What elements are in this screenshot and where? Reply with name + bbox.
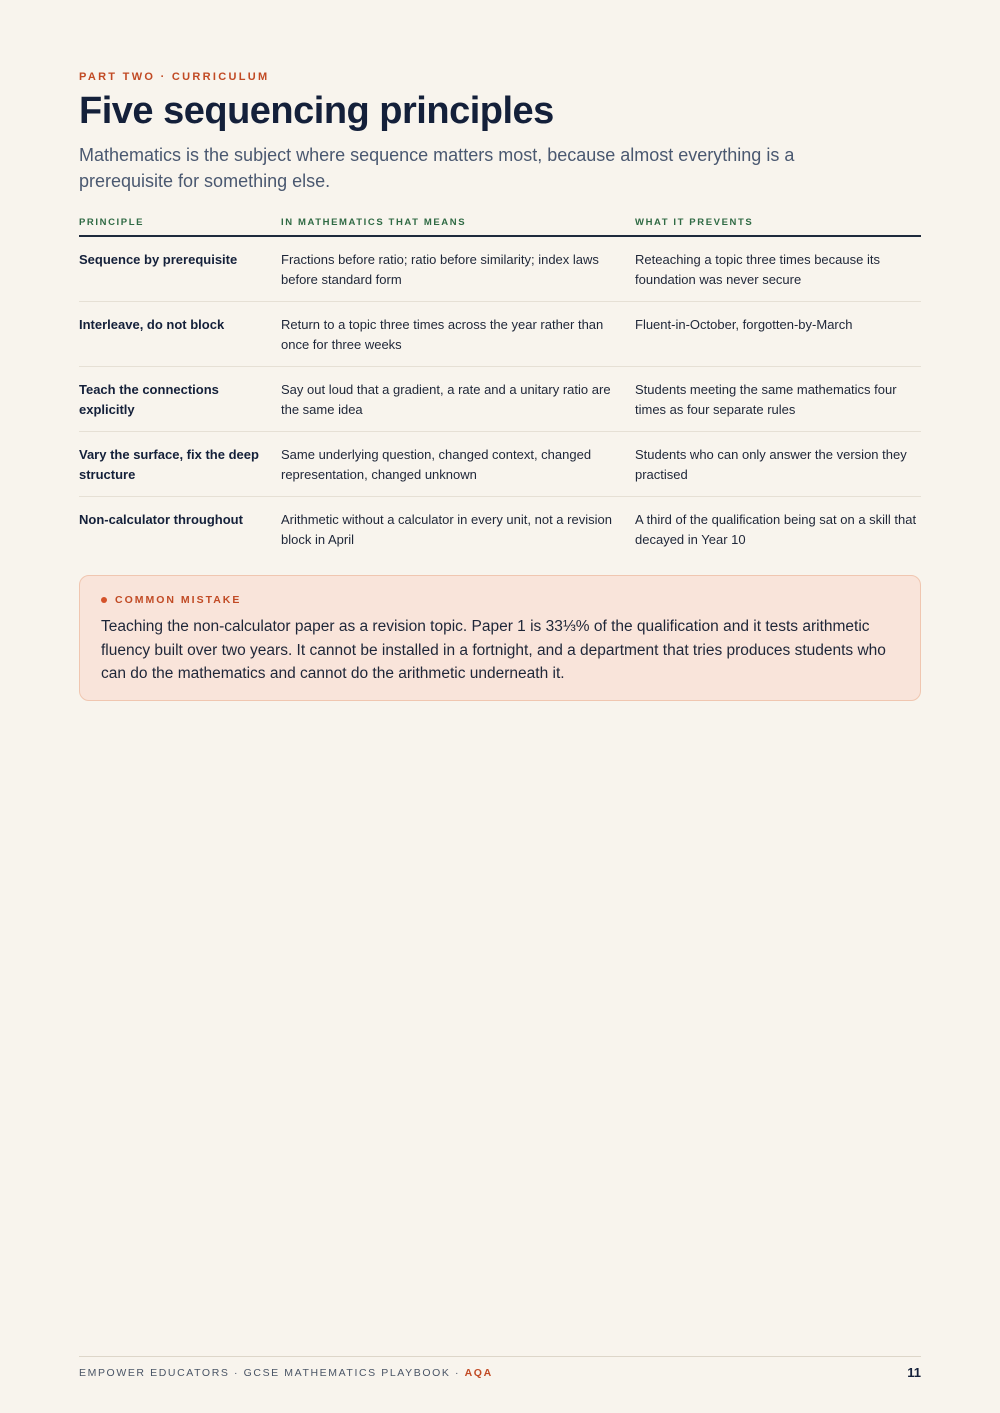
- footer-divider: [79, 1356, 921, 1357]
- prevents-cell: Fluent-in-October, forgotten-by-March: [635, 317, 853, 332]
- footer-exam-board: AQA: [464, 1367, 493, 1379]
- table-header: [79, 214, 921, 237]
- table-row: [79, 302, 921, 367]
- principle-cell: Non-calculator throughout: [79, 512, 243, 527]
- common-mistake-callout: [79, 575, 921, 701]
- means-cell: Fractions before ratio; ratio before similarity; index laws before standard form: [281, 252, 599, 287]
- principle-cell: Vary the surface, fix the deep structure: [79, 447, 259, 482]
- column-header-means: IN MATHEMATICS THAT MEANS: [281, 217, 467, 228]
- principles-table: [79, 214, 921, 562]
- callout-label-text: COMMON MISTAKE: [115, 594, 242, 606]
- principle-cell: Sequence by prerequisite: [79, 252, 238, 267]
- prevents-cell: A third of the qualification being sat on a skill that decayed in Year 10: [635, 512, 917, 547]
- means-cell: Arithmetic without a calculator in every unit, not a revision block in April: [281, 512, 612, 547]
- table-row: [79, 367, 921, 432]
- section-eyebrow: PART TWO · CURRICULUM: [79, 71, 270, 83]
- column-header-prevents: WHAT IT PREVENTS: [635, 217, 754, 228]
- table-row: [79, 237, 921, 302]
- means-cell: Say out loud that a gradient, a rate and a unitary ratio are the same idea: [281, 382, 611, 417]
- page-subtitle: Mathematics is the subject where sequence matters most, because almost everything is a prerequisite for something else.: [79, 145, 795, 191]
- prevents-cell: Students who can only answer the version they practised: [635, 447, 907, 482]
- table-row: [79, 497, 921, 562]
- prevents-cell: Students meeting the same mathematics four times as four separate rules: [635, 382, 897, 417]
- page-number: 11: [907, 1365, 921, 1380]
- table-row: [79, 432, 921, 497]
- column-header-principle: PRINCIPLE: [79, 217, 145, 228]
- bullet-dot-icon: [101, 597, 107, 603]
- principle-cell: Teach the connections explicitly: [79, 382, 219, 417]
- footer-publication: [79, 1367, 493, 1379]
- footer-publication-text: EMPOWER EDUCATORS · GCSE MATHEMATICS PLAYBOOK ·: [79, 1367, 465, 1379]
- principle-cell: Interleave, do not block: [79, 317, 225, 332]
- means-cell: Return to a topic three times across the year rather than once for three weeks: [281, 317, 604, 352]
- page-title: Five sequencing principles: [79, 90, 554, 132]
- callout-text: Teaching the non-calculator paper as a revision topic. Paper 1 is 33⅓% of the qualification and it tests arithmetic fluency built over two years. It cannot be installed in a fortnight, and a department that tries produces students who can do the mathematics and cannot do the arithmetic underneath it.: [101, 618, 886, 682]
- callout-label: [101, 593, 899, 607]
- prevents-cell: Reteaching a topic three times because its foundation was never secure: [635, 252, 880, 287]
- means-cell: Same underlying question, changed context, changed representation, changed unknown: [281, 447, 592, 482]
